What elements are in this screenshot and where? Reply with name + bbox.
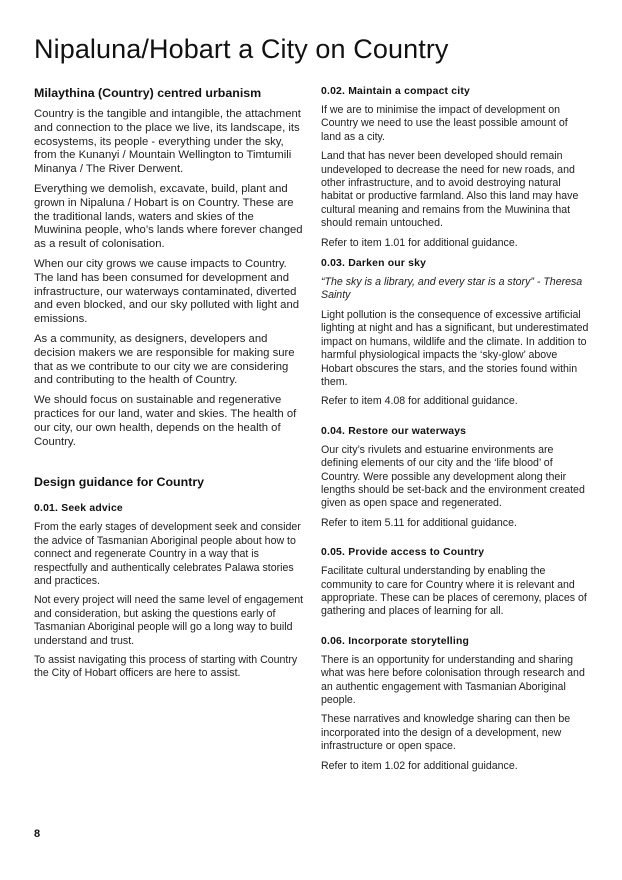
paragraph: Refer to item 4.08 for additional guidance. bbox=[321, 395, 518, 408]
paragraph: Land that has never been developed should remain undeveloped to decrease the need for new roads, and other infrastructure, and to avoid destroying natural habitat or productive farmland. Also this land may have cultural meaning and remains from the Muwinina that should remain untouched. bbox=[321, 150, 579, 230]
subheading-restore-waterways: 0.04. Restore our waterways bbox=[321, 425, 467, 437]
paragraph: Light pollution is the consequence of excessive artificial lighting at night and has a significant, but underestimated impact on humans, wildlife and the climate. In addition to harmful physiological impacts the ‘sky-glow’ above Hobart obscures the stars, and the stories found within them. bbox=[321, 308, 589, 388]
paragraph: Refer to item 1.01 for additional guidance. bbox=[321, 236, 518, 249]
paragraph: Refer to item 5.11 for additional guidance. bbox=[321, 516, 517, 529]
subheading-access-to-country: 0.05. Provide access to Country bbox=[321, 547, 485, 559]
paragraph: When our city grows we cause impacts to Country. The land has been consumed for development and infrastructure, our waterways contaminated, diverted and even blocked, and our sky polluted with light and emissions. bbox=[34, 257, 300, 326]
paragraph: Refer to item 1.02 for additional guidance. bbox=[321, 759, 518, 772]
paragraph: Country is the tangible and intangible, the attachment and connection to the place we live, its landscape, its ecosystems, its people - everything under the sky, from the Kunanyi / Mountain Wellington to Timtumili Minanya / The River Derwent. bbox=[34, 108, 301, 176]
paragraph: To assist navigating this process of starting with Country the City of Hobart officers are here to assist. bbox=[34, 653, 298, 680]
paragraph: As a community, as designers, developers and decision makers we are responsible for making sure that as we contribute to our city we are considering and contributing to the health of Country. bbox=[34, 332, 295, 387]
subheading-compact-city: 0.02. Maintain a compact city bbox=[321, 86, 471, 97]
page-title: Nipaluna/Hobart a City on Country bbox=[34, 34, 449, 64]
paragraph: We should focus on sustainable and regenerative practices for our land, water and skies. The health of our city, our own health, depends on the health of Country. bbox=[34, 394, 297, 448]
paragraph: Our city’s rivulets and estuarine environments are defining elements of our city and the ‘life blood’ of Country. Were possible any development along their lengths should be set-back and the environment created given as open space and regenerated. bbox=[321, 443, 585, 510]
subheading-darken-sky: 0.03. Darken our sky bbox=[321, 258, 427, 270]
paragraph: Not every project will need the same level of engagement and consideration, but asking the questions early of Tasmanian Aboriginal people will go a long way to build understand and trust. bbox=[34, 594, 304, 647]
subheading-storytelling: 0.06. Incorporate storytelling bbox=[321, 635, 470, 647]
page-number: 8 bbox=[34, 828, 41, 840]
paragraph: If we are to minimise the impact of development on Country we need to use the least possible amount of land as a city. bbox=[321, 104, 568, 143]
paragraph: From the early stages of development seek and consider the advice of Tasmanian Aboriginal people about how to connect and regenerate Country in a way that is respectfully and authentically celebrates Palawa stories and practices. bbox=[34, 521, 301, 587]
section-heading-country-centred: Milaythina (Country) centred urbanism bbox=[34, 86, 262, 100]
quote: “The sky is a library, and every star is a story” - Theresa Sainty bbox=[321, 276, 583, 302]
subheading-seek-advice: 0.01. Seek advice bbox=[34, 503, 123, 515]
paragraph: Facilitate cultural understanding by enabling the community to care for Country where it is relevant and appropriate. These can be places of ceremony, places of gathering and places of learning for all. bbox=[321, 565, 587, 618]
paragraph: There is an opportunity for understanding and sharing what was here before colonisation through research and an authentic engagement with Tasmanian Aboriginal people. bbox=[321, 653, 585, 706]
section-heading-design-guidance: Design guidance for Country bbox=[34, 475, 205, 490]
left-column bbox=[34, 86, 304, 687]
paragraph: Everything we demolish, excavate, build, plant and grown in Nipaluna / Hobart is on Country. These are the traditional lands, waters and skies of the Muwinina people, who’s lands where forever changed as a result of colonisation. bbox=[34, 182, 303, 251]
right-column bbox=[321, 86, 589, 779]
paragraph: These narratives and knowledge sharing can then be incorporated into the design of a development, new infrastructure or open space. bbox=[321, 713, 571, 753]
